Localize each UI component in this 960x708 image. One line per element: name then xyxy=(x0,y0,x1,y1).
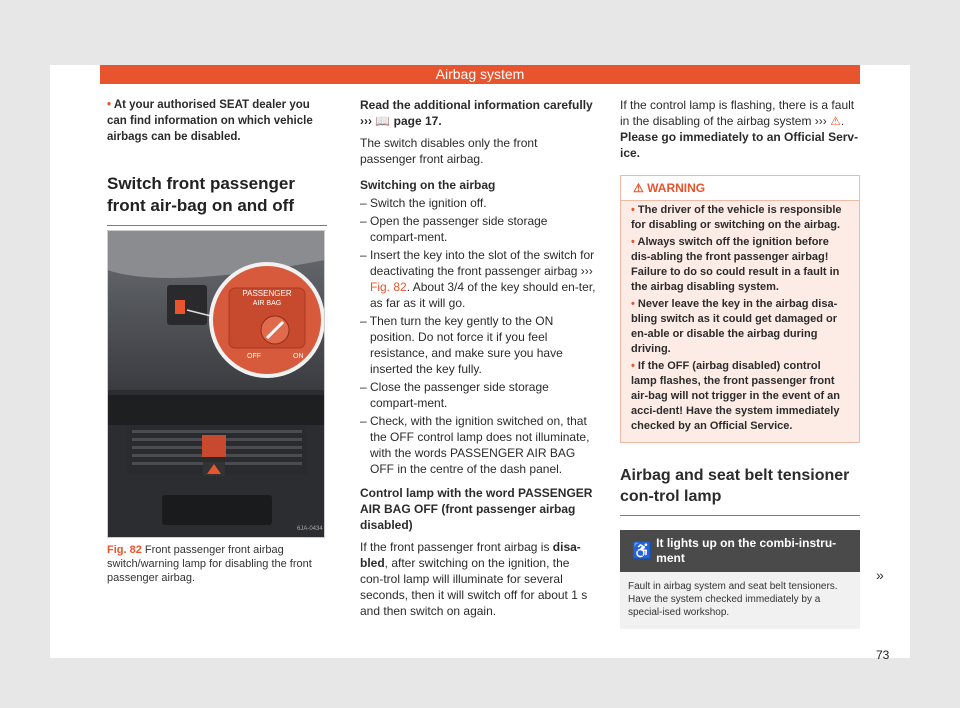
figure-link[interactable]: Fig. 82 xyxy=(370,280,407,294)
subheading-switching-on: Switching on the airbag xyxy=(360,178,496,192)
book-icon: 📖 xyxy=(375,114,391,128)
continued-marker: » xyxy=(876,567,884,583)
bullet-paragraph xyxy=(107,97,327,145)
section-heading-2: Airbag and seat belt tensioner con-trol lamp xyxy=(620,467,850,505)
figure-label-on: ON xyxy=(293,353,304,360)
disabled-paragraph: If the front passenger front airbag is disa-bled, after switching on the ignition, the con-trol lamp will illuminate for several seconds, then it will switch off for about 1 s and then switch on again. xyxy=(360,540,588,618)
figure-code: 6JA-0434 xyxy=(297,526,323,532)
step-3: – Insert the key into the slot of the switch for deactivating the front passenger airbag ››› Fig. 82. About 3/4 of the key should en-ter, as far as it will go. xyxy=(360,248,596,310)
warning-header: ⚠ WARNING xyxy=(621,176,859,201)
step-4: – Then turn the key gently to the ON position. Do not force it if you feel resistance, and make sure you have inserted the key fully. xyxy=(360,314,563,376)
warning-item: • Always switch off the ignition before dis-abling the front passenger airbag! Failure to do so could result in a fault in the airbag disabling system. xyxy=(631,236,840,293)
bullet-dot-icon: • xyxy=(107,99,112,111)
warning-triangle-icon: ⚠ xyxy=(830,114,841,128)
step-5: – Close the passenger side storage compart-ment. xyxy=(360,380,549,410)
figure-label-passenger: PASSENGER xyxy=(242,289,292,298)
column-right xyxy=(620,97,860,629)
step-2: – Open the passenger side storage compart-ment. xyxy=(360,214,548,244)
page-number: 73 xyxy=(876,648,890,662)
figure-label-airbag: AIR BAG xyxy=(252,300,282,307)
bullet-text: At your authorised SEAT dealer you can find information on which vehicle airbags can be disabled. xyxy=(107,99,313,143)
section-heading: Switch front passenger front air-bag on and off xyxy=(107,174,295,215)
warning-item: • The driver of the vehicle is responsible for disabling or switching on the airbag. xyxy=(631,204,842,231)
lamp-table-header: ♿ It lights up on the combi-instru-ment xyxy=(620,530,860,572)
dashboard-illustration xyxy=(107,230,325,538)
warning-item: • If the OFF (airbag disabled) control lamp flashes, the front passenger front air-bag will not trigger in the event of an acci-dent! Have the system immediately checked by an Official Service. xyxy=(631,360,841,432)
read-more: Read the additional information carefully ››› 📖 page 17. xyxy=(360,98,593,128)
subheading-control-lamp: Control lamp with the word PASSENGER AIR BAG OFF (front passenger airbag disabled) xyxy=(360,486,593,532)
heading-rule-2 xyxy=(620,515,860,516)
lamp-table xyxy=(620,530,860,629)
intro-text: The switch disables only the front passenger front airbag. xyxy=(360,136,538,166)
step-6: – Check, with the ignition switched on, that the OFF control lamp does not illuminate, with the words PASSENGER AIR BAG OFF in the centre of the dash panel. xyxy=(360,414,590,476)
column-middle xyxy=(360,97,596,619)
figure-label-off: OFF xyxy=(247,353,261,360)
lamp-table-body: Fault in airbag system and seat belt tensioners. Have the system checked immediately by a special-ised workshop. xyxy=(628,581,838,618)
airbag-seat-icon: ♿ xyxy=(632,542,653,560)
warning-icon: ⚠ xyxy=(633,181,644,195)
flash-paragraph: If the control lamp is flashing, there is a fault in the disabling of the airbag system ››› ⚠. Please go immediately to an Official Serv-ice. xyxy=(620,98,859,160)
heading-rule xyxy=(107,225,327,226)
figure-image xyxy=(107,230,325,538)
figure-caption-text: Front passenger front airbag switch/warning lamp for disabling the front passenger airbag. xyxy=(107,544,312,584)
warning-item: • Never leave the key in the airbag disa-bling switch as it could get damaged or en-able or disable the airbag during driving. xyxy=(631,298,838,355)
warning-box xyxy=(620,175,860,443)
column-left xyxy=(107,97,327,226)
section-header: Airbag system xyxy=(100,65,860,84)
figure-number: Fig. 82 xyxy=(107,544,142,556)
read-more-link[interactable]: page 17 xyxy=(393,114,439,128)
figure-caption xyxy=(107,543,325,585)
step-1: – Switch the ignition off. xyxy=(360,196,487,210)
